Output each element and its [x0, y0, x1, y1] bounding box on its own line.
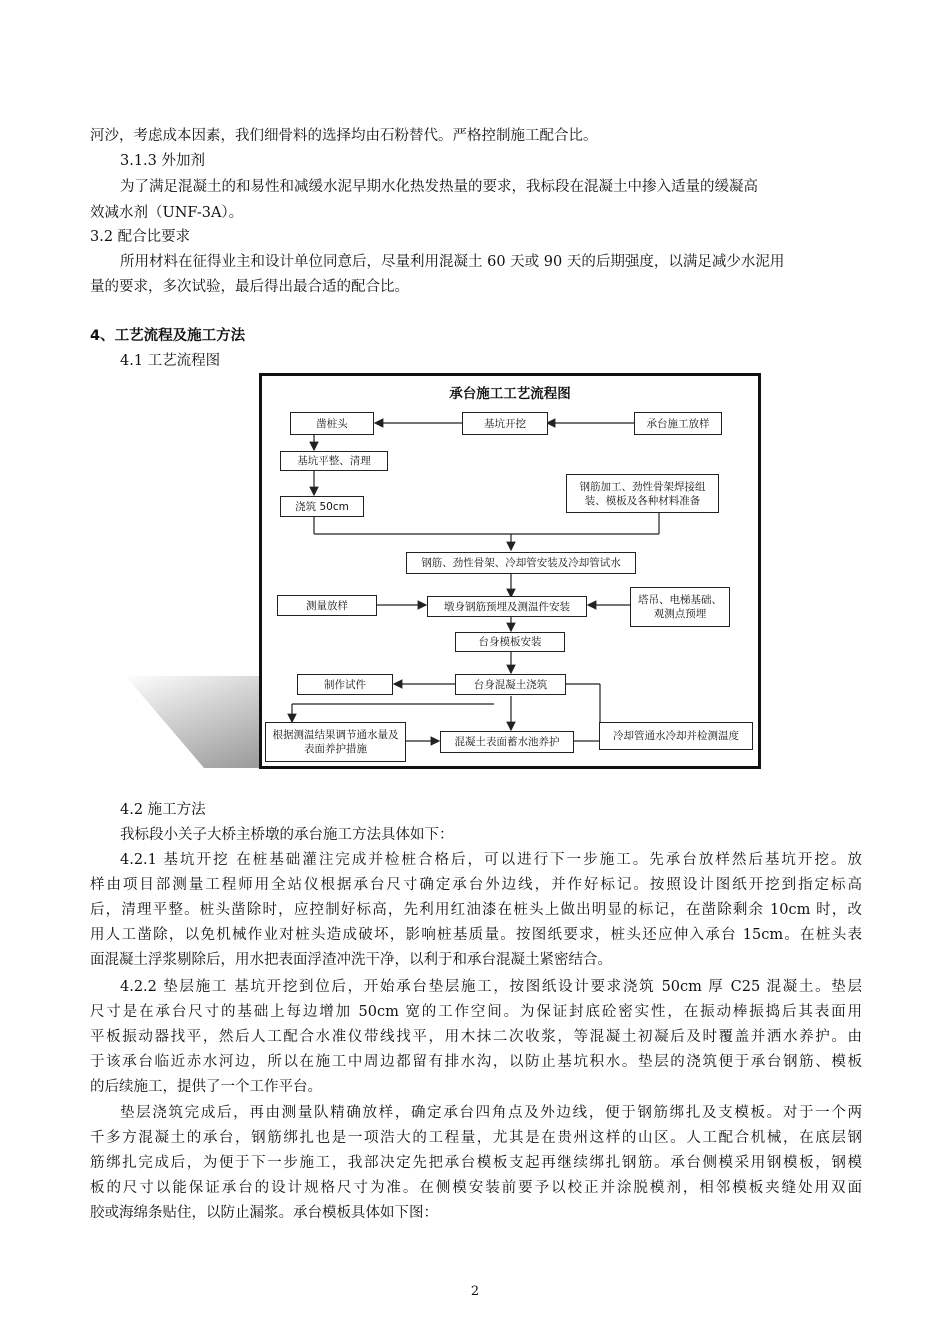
paragraph-line: 的后续施工，提供了一个工作平台。 — [90, 1079, 322, 1095]
flowchart-title: 承台施工工艺流程图 — [449, 386, 571, 402]
paragraph-line: 尺寸是在承台尺寸的基础上每边增加 50cm 宽的工作空间。为保证封底砼密实性，在振动棒振捣后其表面用 — [90, 1004, 862, 1020]
section-heading-4: 4、工艺流程及施工方法 — [90, 328, 246, 344]
flow-box-shijian: 制作试件 — [297, 674, 393, 695]
flow-box-pingzheng: 基坑平整、清理 — [280, 451, 388, 471]
paragraph-line: 平板振动器找平，然后人工配合水准仪带线找平，用木抹二次收浆，等混凝土初凝后及时覆盖并洒水养护。由 — [90, 1029, 862, 1045]
flow-box-tadiao: 塔吊、电梯基础、观测点预埋 — [630, 587, 730, 627]
flow-box-hunningtu: 台身混凝土浇筑 — [455, 674, 566, 695]
paragraph-line: 所用材料在征得业主和设计单位同意后，尽量利用混凝土 60 天或 90 天的后期强度，以满足减少水泥用 — [120, 254, 785, 270]
paragraph-line: 量的要求，多次试验，最后得出最合适的配合比。 — [90, 279, 409, 295]
paragraph-line: 垫层浇筑完成后，再由测量队精确放样，确定承台四角点及外边线，便于钢筋绑扎及支模板。对于一个两 — [120, 1105, 862, 1121]
paragraph-line: 板的尺寸以能保证承台的设计规格尺寸为准。在侧模安装前要予以校正并涂脱模剂，相邻模板夹缝处用双面 — [90, 1180, 862, 1196]
flow-box-anzhuang-shishui: 钢筋、劲性骨架、冷却管安装及冷却管试水 — [406, 552, 636, 574]
section-heading-4-1: 4.1 工艺流程图 — [120, 353, 221, 369]
paragraph-line: 千多方混凝土的承台，钢筋绑扎也是一项浩大的工程量，尤其是在贵州这样的山区。人工配合机械，在底层钢 — [90, 1130, 862, 1146]
paragraph-line: 胶或海绵条贴住，以防止漏浆。承台模板具体如下图： — [90, 1205, 438, 1221]
flow-box-gangjin-jiagong: 钢筋加工、劲性骨架焊接组装、模板及各种材料准备 — [566, 474, 719, 513]
paragraph-line: 于该承台临近赤水河边，所以在施工中周边都留有排水沟，以防止基坑积水。垫层的浇筑便于承台钢筋、模板 — [90, 1054, 862, 1070]
section-heading-4-2: 4.2 施工方法 — [120, 802, 206, 818]
paragraph-line: 后，清理平整。桩头凿除时，应控制好标高，先利用红油漆在桩头上做出明显的标记，在凿除剩余 10cm 时，改 — [90, 902, 862, 918]
flow-box-jikeng-kaiwa: 基坑开挖 — [462, 412, 548, 435]
paragraph-line: 效减水剂（UNF-3A）。 — [90, 205, 244, 221]
flow-box-moban: 台身模板安装 — [455, 632, 565, 652]
flow-box-dunshen: 墩身钢筋预埋及测温件安装 — [427, 596, 587, 617]
process-flowchart — [259, 373, 761, 769]
flow-box-tiaojie: 根据测温结果调节通水量及表面养护措施 — [265, 722, 406, 762]
flow-box-fangyang: 承台施工放样 — [634, 412, 722, 435]
section-heading-3-2: 3.2 配合比要求 — [90, 229, 191, 245]
paragraph-line: 样由项目部测量工程师用全站仪根据承台尺寸确定承台外边线，并作好标记。按照设计图纸开挖到指定标高 — [90, 877, 862, 893]
paragraph-line: 筋绑扎完成后，为便于下一步施工，我部决定先把承台模板支起再继续绑扎钢筋。承台侧模采用钢模板，钢模 — [90, 1155, 862, 1171]
figure-shadow — [120, 676, 260, 768]
flow-box-jiaozhu50: 浇筑 50cm — [280, 496, 364, 517]
paragraph-line: 面混凝土浮浆剔除后，用水把表面浮渣冲洗干净，以利于和承台混凝土紧密结合。 — [90, 952, 612, 968]
paragraph-line: 我标段小关子大桥主桥墩的承台施工方法具体如下： — [120, 827, 454, 843]
paragraph-line: 用人工凿除，以免机械作业对桩头造成破坏，影响桩基质量。按图纸要求，桩头还应伸入承台 15cm。在桩头表 — [90, 927, 862, 943]
flow-box-lengque: 冷却管通水冷却并检测温度 — [599, 722, 753, 750]
paragraph-line: 4.2.2 垫层施工 基坑开挖到位后，开始承台垫层施工，按图纸设计要求浇筑 50cm 厚 C25 混凝土。垫层 — [120, 979, 862, 995]
paragraph-line: 河沙，考虑成本因素，我们细骨料的选择均由石粉替代。严格控制施工配合比。 — [90, 128, 598, 144]
section-heading-3-1-3: 3.1.3 外加剂 — [120, 153, 206, 169]
flow-box-zaozhuangtou: 凿桩头 — [290, 412, 374, 435]
flow-box-celiang: 测量放样 — [277, 595, 377, 616]
paragraph-line: 4.2.1 基坑开挖 在桩基础灌注完成并检桩合格后，可以进行下一步施工。先承台放样然后基坑开挖。放 — [120, 852, 862, 868]
flow-box-yanghu: 混凝土表面蓄水池养护 — [440, 731, 574, 753]
page-number: 2 — [470, 1284, 480, 1299]
paragraph-line: 为了满足混凝土的和易性和减缓水泥早期水化热发热量的要求，我标段在混凝土中掺入适量的缓凝高 — [120, 179, 758, 195]
